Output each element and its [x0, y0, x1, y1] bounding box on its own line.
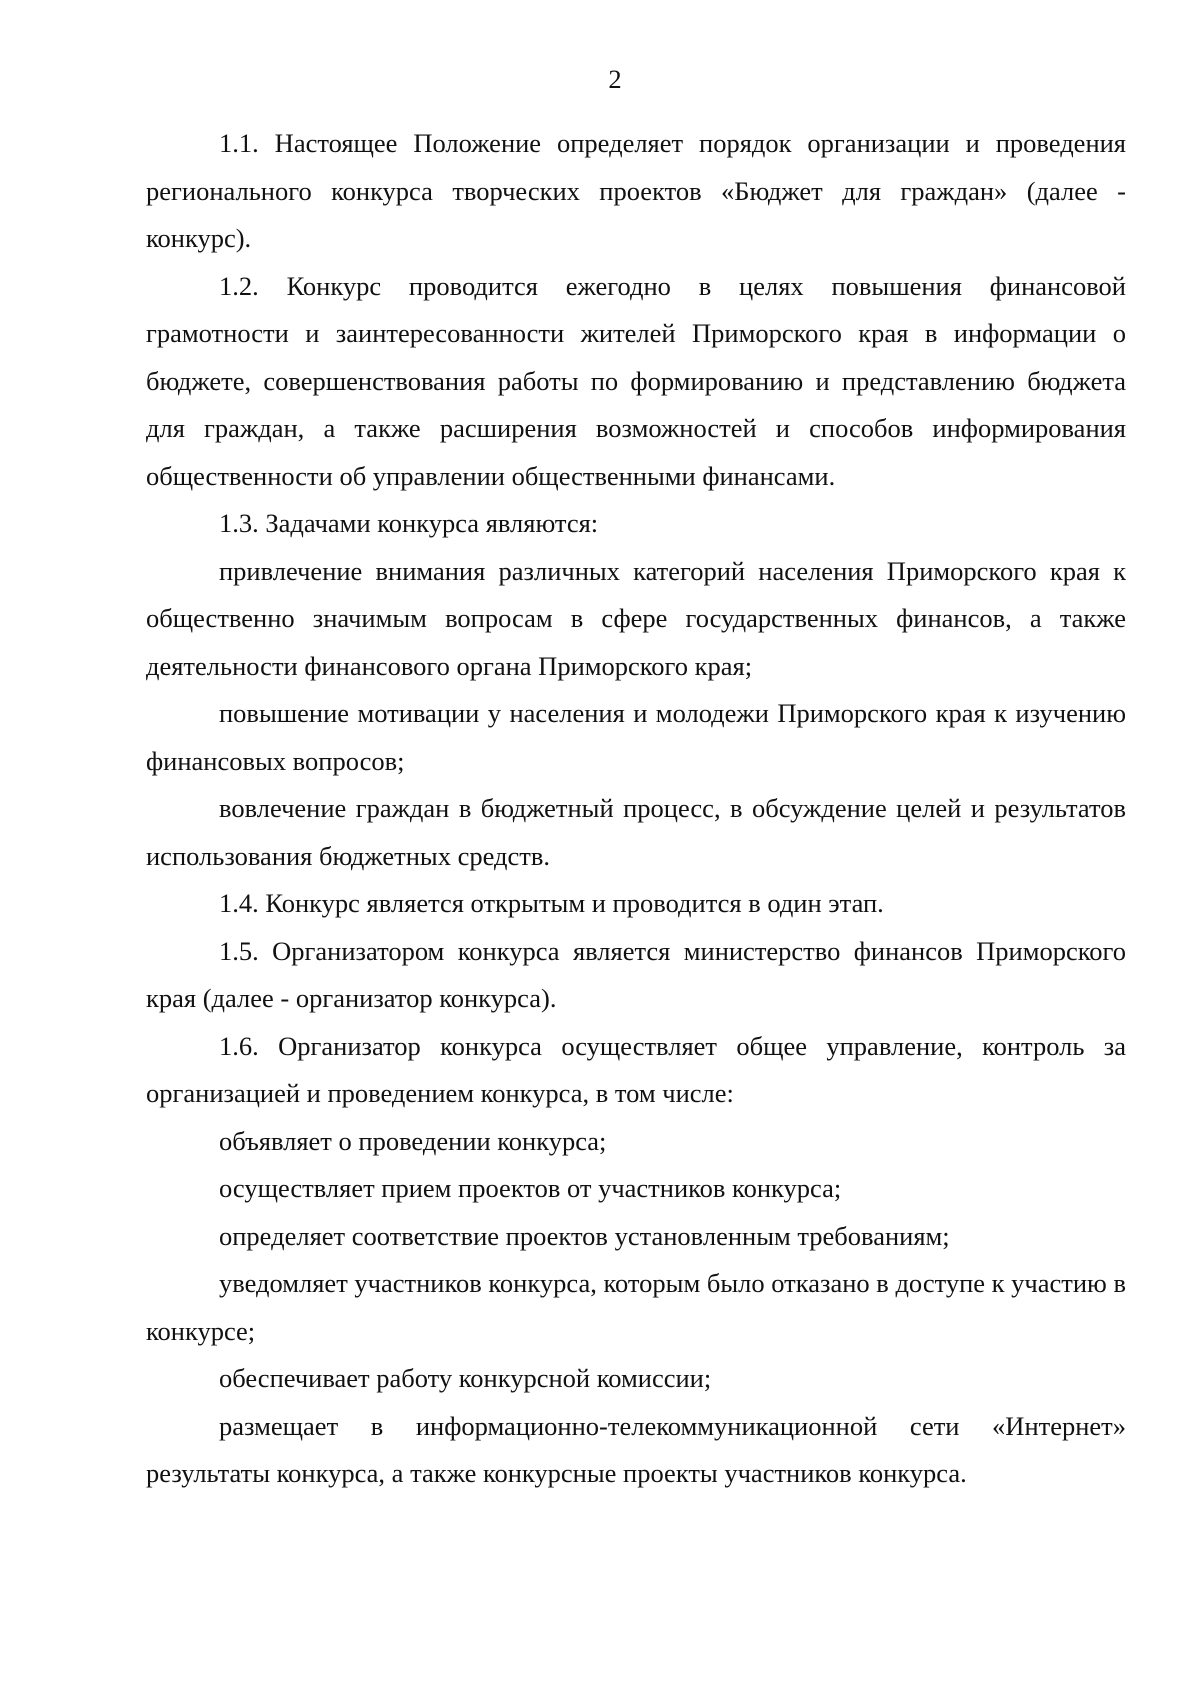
paragraph-1-4: 1.4. Конкурс является открытым и проводится в один этап. — [219, 888, 884, 918]
paragraph-1-1: 1.1. Настоящее Положение определяет порядок организации и проведения регионального конкурса творческих проектов «Бюджет для граждан» (далее - конкурс). — [146, 128, 1126, 253]
duty-item-publish: размещает в информационно-телекоммуникационной сети «Интернет» результаты конкурса, а также конкурсные проекты участников конкурса. — [146, 1410, 1126, 1488]
document-body — [146, 120, 1126, 1498]
duty-item-announce: объявляет о проведении конкурса; — [219, 1125, 607, 1156]
paragraph-1-2: 1.2. Конкурс проводится ежегодно в целях повышения финансовой грамотности и заинтересованности жителей Приморского края в информации о бюджете, совершенствования работы по формированию и представлению бюджета для граждан, а также расширения возможностей и способов информирования общественности об управлении общественными финансами. — [146, 270, 1126, 491]
paragraph-1-3: 1.3. Задачами конкурса являются: — [219, 508, 599, 538]
paragraph-1-5: 1.5. Организатором конкурса является министерство финансов Приморского края (далее - организатор конкурса). — [146, 935, 1126, 1013]
task-item-involvement: вовлечение граждан в бюджетный процесс, в обсуждение целей и результатов использования бюджетных средств. — [146, 793, 1126, 871]
duty-item-verify: определяет соответствие проектов установленным требованиям; — [219, 1220, 950, 1251]
page-number: 2 — [608, 64, 622, 94]
task-item-attention: привлечение внимания различных категорий населения Приморского края к общественно значимым вопросам в сфере государственных финансов, а также деятельности финансового органа Приморского края; — [146, 555, 1126, 681]
duty-item-commission: обеспечивает работу конкурсной комиссии; — [219, 1363, 712, 1393]
paragraph-1-6: 1.6. Организатор конкурса осуществляет общее управление, контроль за организацией и проведением конкурса, в том числе: — [146, 1030, 1126, 1108]
task-item-motivation: повышение мотивации у населения и молодежи Приморского края к изучению финансовых вопросов; — [146, 698, 1126, 776]
duty-item-accept: осуществляет прием проектов от участников конкурса; — [219, 1173, 842, 1203]
duty-item-notify: уведомляет участников конкурса, которым было отказано в доступе к участию в конкурсе; — [146, 1268, 1126, 1346]
